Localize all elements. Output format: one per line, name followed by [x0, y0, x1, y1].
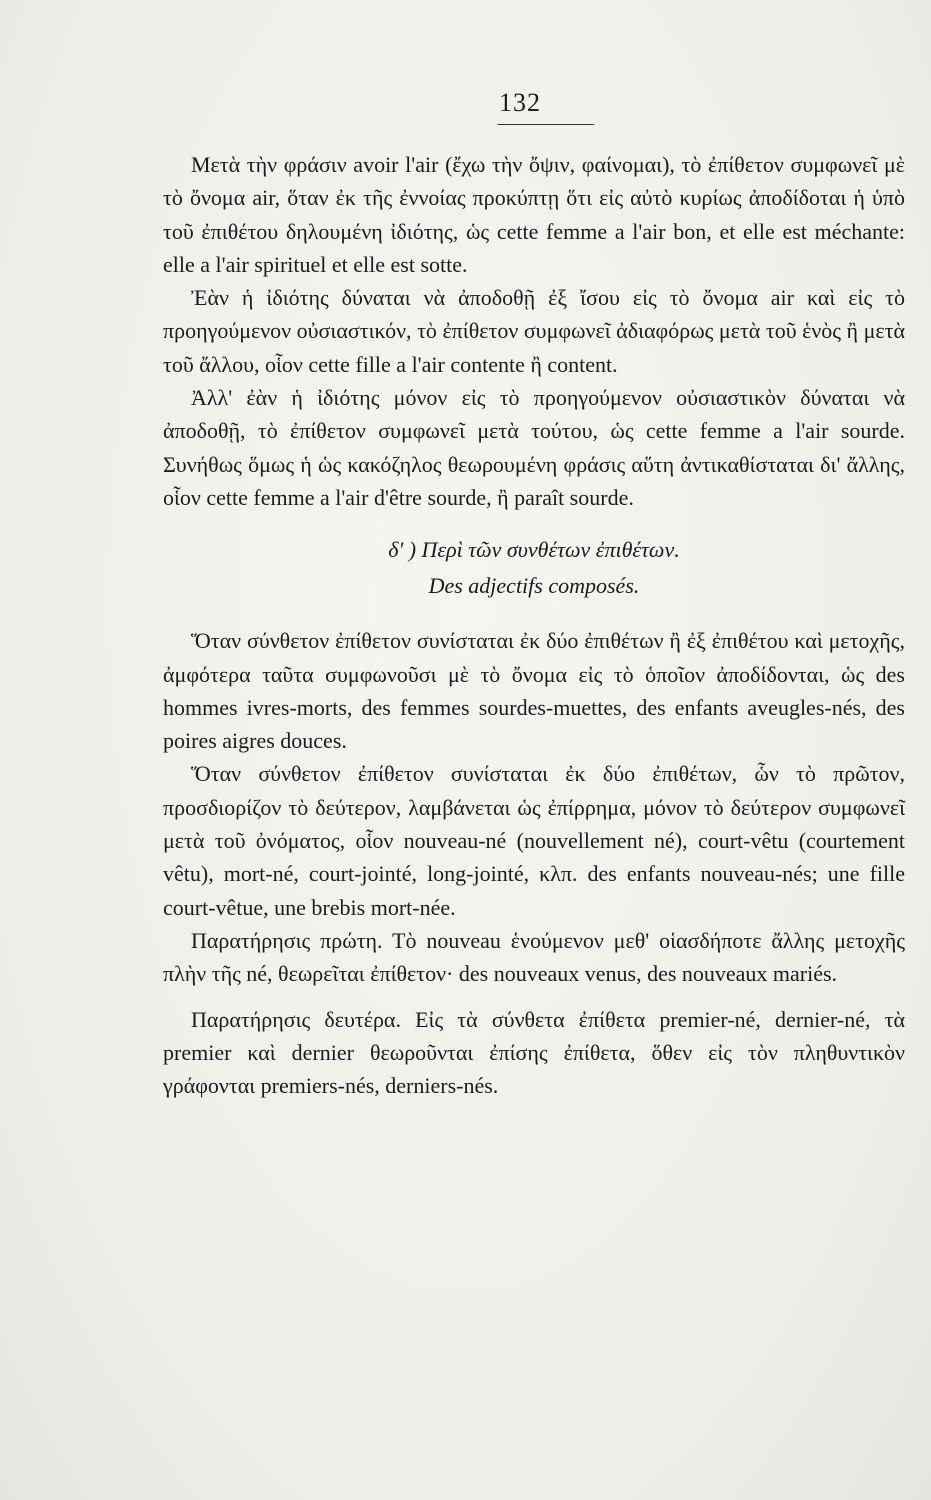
spacer	[163, 991, 905, 1003]
paragraph-remark-first: Παρατήρησις πρώτη. Τὸ nouveau ἑνούμενον μεθ' οἱασδήποτε ἄλλης μετοχῆς πλὴν τῆς né, θεωρεῖται ἐπίθετον· des nouveaux venus, des nouveaux mariés.	[163, 927, 905, 987]
section-heading-french: Des adjectifs composés.	[428, 573, 640, 599]
paragraph-air-either: Ἐὰν ἡ ἰδιότης δύναται νὰ ἀποδοθῇ ἐξ ἴσου εἰς τὸ ὄνομα air καὶ εἰς τὸ προηγούμενον οὐσιαστικόν, τὸ ἐπίθετον συμφωνεῖ ἀδιαφόρως μετὰ τοῦ ἑνὸς ἢ μετὰ τοῦ ἄλλου, οἷον cette fille a l'air contente ἢ content.	[163, 285, 905, 377]
page-body	[163, 148, 905, 1102]
paragraph-compound-adverbial: Ὅταν σύνθετον ἐπίθετον συνίσταται ἐκ δύο ἐπιθέτων, ὧν τὸ πρῶτον, προσδιορίζον τὸ δεύτερον, λαμβάνεται ὡς ἐπίρρημα, μόνον τὸ δεύτερον συμφωνεῖ μετὰ τοῦ ὀνόματος, οἷον nouveau-né (nouvellement né), court-vêtu (courtement vêtu), mort-né, court-jointé, long-jointé, κλπ. des enfants nouveau-nés; une fille court-vêtue, une brebis mort-née.	[163, 761, 905, 920]
paragraph-remark-second: Παρατήρησις δευτέρα. Εἰς τὰ σύνθετα ἐπίθετα premier-né, dernier-né, τὰ premier καὶ dernier θεωροῦνται ἐπίσης ἐπίθετα, ὅθεν εἰς τὸν πληθυντικὸν γράφονται premiers-nés, derniers-nés.	[163, 1006, 905, 1099]
spacer	[163, 604, 905, 624]
paragraph-air-noun-only: Ἀλλ' ἐὰν ἡ ἰδιότης μόνον εἰς τὸ προηγούμενον οὐσιαστικὸν δύναται νὰ ἀποδοθῇ, τὸ ἐπίθετον συμφωνεῖ μετὰ τούτου, ὡς cette femme a l'air sourde. Συνήθως ὅμως ἡ ὡς κακόζηλος θεωρουμένη φράσις αὕτη ἀντικαθίσταται δι' ἄλλης, οἷον cette femme a l'air d'être sourde, ἢ paraît sourde.	[163, 385, 905, 510]
page-number: 132	[499, 88, 541, 117]
paragraph-compound-two-adjectives: Ὅταν σύνθετον ἐπίθετον συνίσταται ἐκ δύο ἐπιθέτων ἢ ἐξ ἐπιθέτου καὶ μετοχῆς, ἀμφότερα ταῦτα συμφωνοῦσι μὲ τὸ ὄνομα εἰς τὸ ὁποῖον ἀποδίδονται, ὡς des hommes ivres-morts, des femmes sourdes-muettes, des enfants aveugles-nés, des poires aigres douces.	[163, 628, 905, 754]
header-rule	[498, 124, 594, 125]
section-heading-greek: δ' ) Περὶ τῶν συνθέτων ἐπιθέτων.	[388, 537, 680, 563]
section-heading	[163, 532, 905, 604]
paragraph-air-agreement: Μετὰ τὴν φράσιν avoir l'air (ἔχω τὴν ὄψιν, φαίνομαι), τὸ ἐπίθετον συμφωνεῖ μὲ τὸ ὄνομα air, ὅταν ἐκ τῆς ἐννοίας προκύπτῃ ὅτι εἰς αὐτὸ κυρίως ἀποδίδοται ἡ ὑπὸ τοῦ ἐπιθέτου δηλουμένη ἰδιότης, ὡς cette femme a l'air bon, et elle est méchante: elle a l'air spirituel et elle est sotte.	[163, 152, 905, 277]
